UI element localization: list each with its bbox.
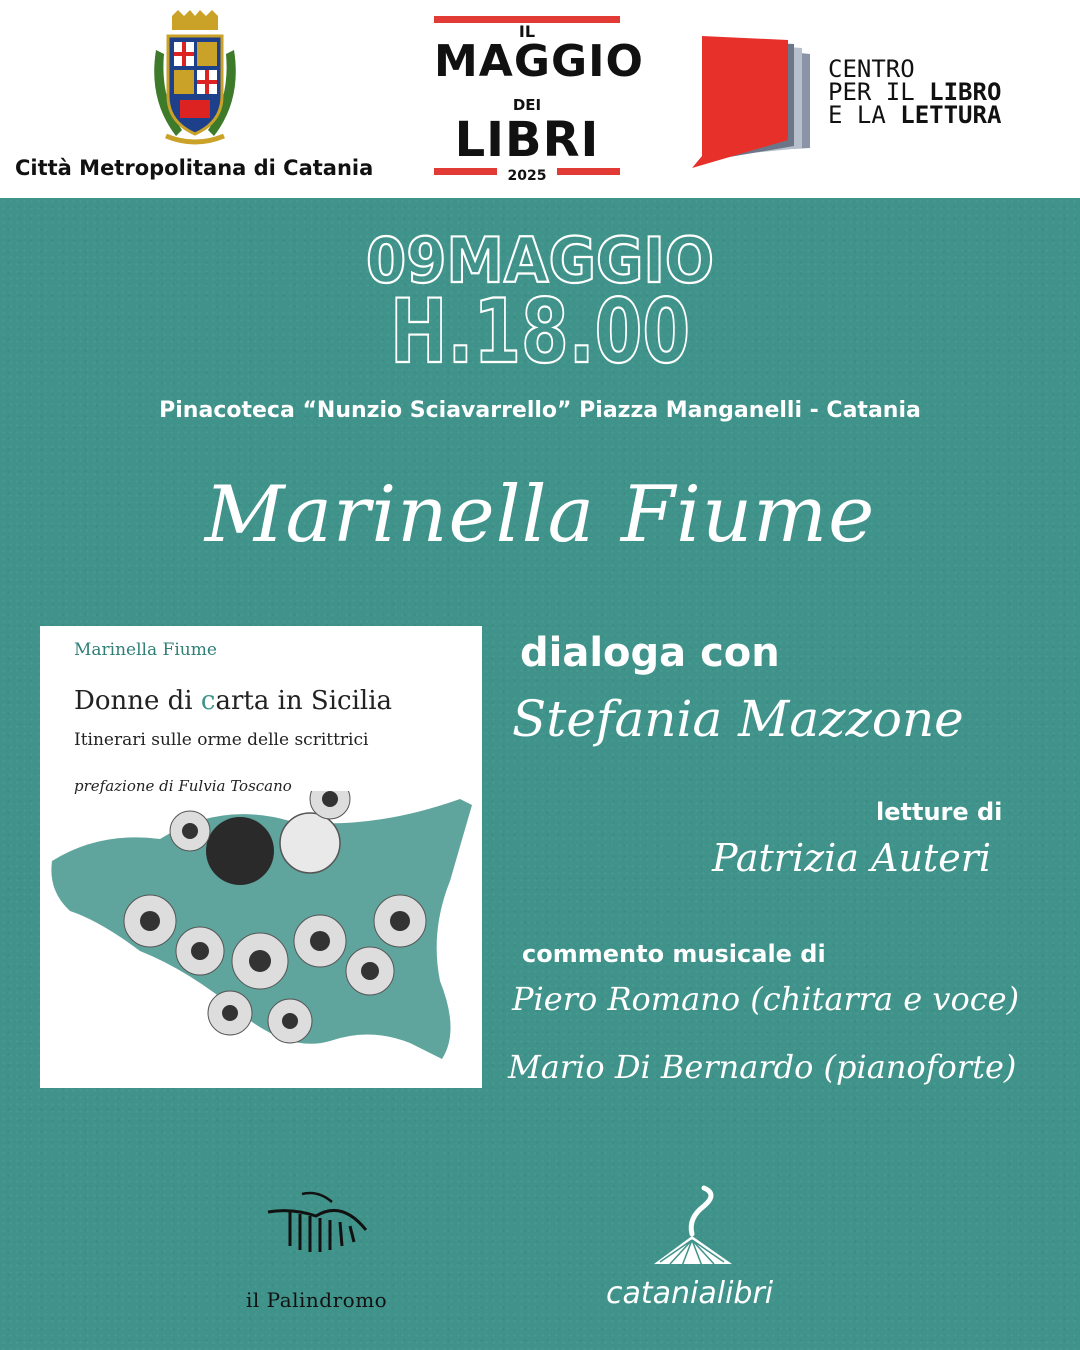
dialoga-label: dialoga con <box>520 630 780 676</box>
musician-2: Mario Di Bernardo (pianoforte) <box>508 1048 1017 1086</box>
header-bar <box>0 0 1080 198</box>
book-cover <box>40 626 482 1088</box>
maggio-line2-text: LIBRI <box>454 112 600 168</box>
date-time-block <box>300 220 780 370</box>
sicily-sunflowers-illustration <box>40 791 482 1088</box>
musician-1: Piero Romano (chitarra e voce) <box>512 980 1020 1018</box>
centro-line1: CENTRO <box>828 55 915 83</box>
commento-label: commento musicale di <box>522 940 826 968</box>
event-time: H.18.00 <box>390 280 690 370</box>
dialoga-name: Stefania Mazzone <box>512 690 964 748</box>
palindromo-name: il Palindromo <box>246 1288 388 1312</box>
event-author: Marinella Fiume <box>204 470 876 560</box>
centro-line3-bold: LETTURA <box>900 101 1002 129</box>
maggio-dei-text: DEI <box>512 96 542 114</box>
catanialibri-book-icon <box>648 1184 738 1270</box>
book-author: Marinella Fiume <box>74 640 217 660</box>
letture-label: letture di <box>876 798 1003 826</box>
palindromo-logo-icon <box>262 1190 372 1262</box>
centro-line3-pre: E LA <box>828 101 901 129</box>
maggio-il-text: IL <box>518 22 536 41</box>
city-name: Città Metropolitana di Catania <box>15 156 374 180</box>
maggio-year-text: 2025 <box>497 168 557 184</box>
book-title-post: arta in Sicilia <box>215 686 393 716</box>
book-title-c: c <box>200 686 216 716</box>
event-venue: Pinacoteca “Nunzio Sciavarrello” Piazza Manganelli - Catania <box>159 398 921 423</box>
maggio-line1-text: MAGGIO <box>434 36 644 87</box>
centro-libro-text <box>828 55 1002 129</box>
centro-line2-pre: PER IL <box>828 78 930 106</box>
city-coat-of-arms-icon <box>146 10 244 150</box>
maggio-dei-libri-logo <box>434 16 644 186</box>
book-preface: prefazione di Fulvia Toscano <box>74 777 292 795</box>
centro-line2-bold: LIBRO <box>929 78 1002 106</box>
book-subtitle: Itinerari sulle orme delle scrittrici <box>74 730 369 750</box>
book-title <box>74 686 392 716</box>
event-date: 09MAGGIO <box>366 224 714 297</box>
letture-name: Patrizia Auteri <box>712 836 992 880</box>
book-title-pre: Donne di <box>74 686 201 716</box>
centro-libro-book-icon <box>692 36 812 168</box>
catanialibri-name: catanialibri <box>606 1276 774 1311</box>
